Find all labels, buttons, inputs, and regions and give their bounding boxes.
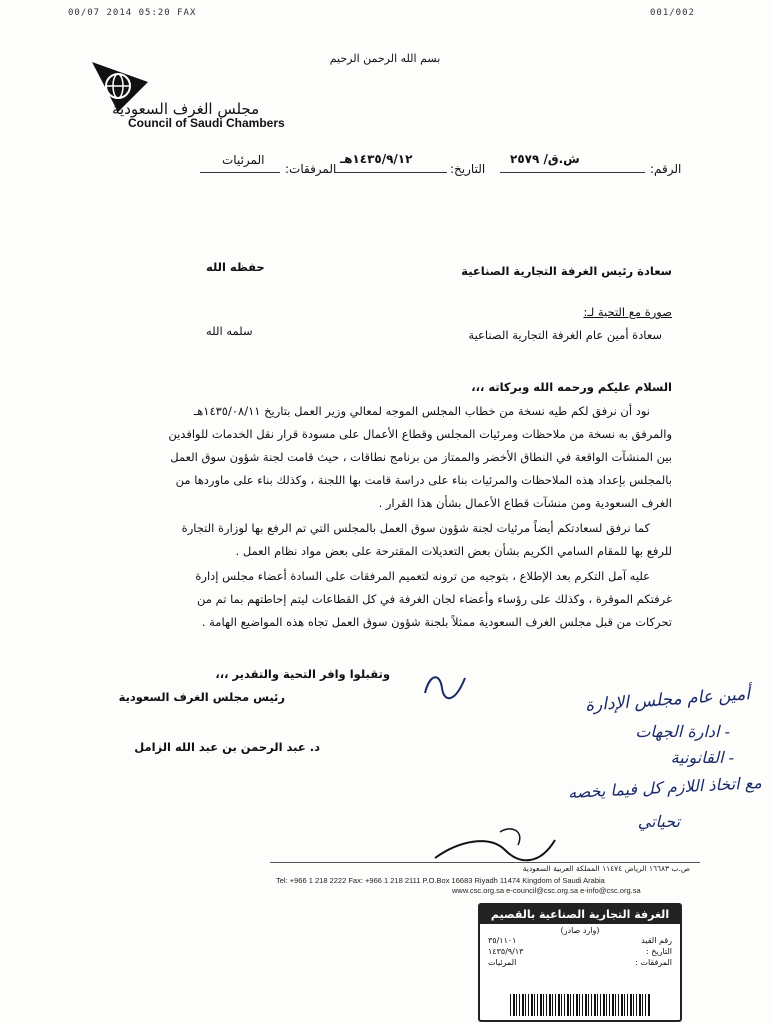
greeting: السلام عليكم ورحمه الله وبركاته ،،، (471, 380, 672, 394)
handwritten-note-line: مع اتخاذ اللازم كل فيما يخصه (567, 772, 763, 803)
ref-attachments-label: المرفقات: (285, 162, 337, 176)
ref-date-label: التاريخ: (450, 162, 486, 176)
fax-page-count: 001/002 (650, 8, 695, 18)
logo-english-name: Council of Saudi Chambers (128, 116, 285, 130)
footer-divider (270, 862, 700, 863)
handwritten-note-line: أمين عام مجلس الإدارة (584, 684, 751, 716)
letter-body (112, 402, 672, 632)
copy-line: سعادة أمين عام الغرفة التجارية الصناعية (468, 328, 662, 342)
fax-timestamp: 00/07 2014 05:20 FAX (68, 8, 197, 18)
handwritten-note-line: - ادارة الجهات (635, 722, 730, 741)
signatory-name: د. عبد الرحمن بن عبد الله الزامل (134, 740, 320, 754)
body-line: والمرفق به نسخة من ملاحظات ومرئيات المجلس وقطاع الأعمال على مسودة قرار نقل الخدمات للوافدين (168, 427, 672, 441)
signature-icon (420, 668, 470, 712)
stamp-row-label: رقم القيد (641, 936, 672, 945)
body-line: للرفع بها للمقام السامي الكريم بشأن بعض التعديلات المقترحة على بعض مواد نظام العمل . (235, 544, 672, 558)
addressee-line: سعادة رئيس الغرفة التجارية الصناعية (461, 264, 672, 278)
footer-address-arabic: ص.ب ١٦٦٨٣ الرياض ١١٤٧٤ المملكة العربية السعودية (522, 864, 690, 873)
body-line: بين المنشآت الواقعة في النطاق الأخضر والممتاز من برنامج نطاقات ، حيث قامت لجنة شؤون سوق العمل (170, 450, 672, 464)
stamp-title: الغرفة التجارية الصناعية بالقصيم (480, 905, 680, 924)
ref-attachments-value: المرئيات (222, 153, 265, 167)
incoming-stamp (478, 903, 682, 1022)
signatory-title: رئيس مجلس الغرف السعودية (118, 690, 285, 704)
stamp-row-value: ٣٥/١١٠١ (488, 936, 517, 945)
body-line: بالمجلس بإعداد هذه الملاحظات والمرئيات بناء على دراسة قامت بها اللجنة ، وكذلك بناء على ماوردها من (175, 473, 672, 487)
copy-label: صورة مع التحية لـ: (583, 305, 672, 319)
ref-number-label: الرقم: (650, 162, 682, 176)
barcode-icon (510, 994, 650, 1016)
stamp-row (480, 946, 680, 957)
ref-number-value: ش.ق/ ٢٥٧٩ (510, 152, 580, 166)
stamp-row (480, 957, 680, 968)
body-line: غرفتكم الموقرة ، وكذلك على رؤساء وأعضاء لجان الغرفة في كل القطاعات ليتم إحاطتهم بما تم من (197, 592, 672, 606)
handwritten-note-line: - القانونية (670, 748, 734, 767)
closing-line: وتقبلوا وافر التحية والتقدير ،،، (215, 667, 390, 681)
stamp-row (480, 935, 680, 946)
footer-web: www.csc.org.sa e-council@csc.org.sa e-info@csc.org.sa (452, 886, 641, 895)
ref-date-value: ١٤٣٥/٩/١٢هـ (340, 152, 413, 166)
stamp-row-value: ١٤٣٥/٩/١٣ (488, 947, 524, 956)
stamp-subtitle: (وارد صادر) (560, 926, 600, 935)
basmala: بسم الله الرحمن الرحيم (329, 52, 441, 65)
body-line: الغرف السعودية ومن منشآت قطاع الأعمال بشأن هذا القرار . (378, 496, 672, 510)
logo-arabic-name: مجلس الغرف السعودية (112, 100, 260, 118)
body-line: كما نرفق لسعادتكم أيضاً مرئيات لجنة شؤون سوق العمل بالمجلس التي تم الرفع بها لوزارة التجارة (181, 521, 650, 535)
body-line: تحركات من قبل مجلس الغرف السعودية ممثلاً بلجنة شؤون سوق العمل تجاه هذه المواضيع الهامة . (201, 615, 672, 629)
body-line: عليه آمل التكرم بعد الإطلاع ، بتوجيه من ترونه لتعميم المرفقات على السادة أعضاء مجلس إدارة (195, 569, 650, 583)
footer-address-english: Tel: +966 1 218 2222 Fax: +966 1 218 2111 P.O.Box 16683 Riyadh 11474 Kingdom of Saudi Arabia (276, 876, 605, 885)
stamp-row-value: المرئيات (488, 958, 517, 967)
copy-honorific: سلمه الله (206, 324, 253, 338)
body-line: نود أن نرفق لكم طيه نسخة من خطاب المجلس الموجه لمعالي وزير العمل بتاريخ ١٤٣٥/٠٨/١١هـ (193, 404, 650, 418)
stamp-row-label: المرفقات : (635, 958, 672, 967)
stamp-row-label: التاريخ : (645, 947, 672, 956)
handwritten-note-line: تحياتي (637, 812, 680, 831)
addressee-honorific: حفظه الله (206, 260, 265, 274)
